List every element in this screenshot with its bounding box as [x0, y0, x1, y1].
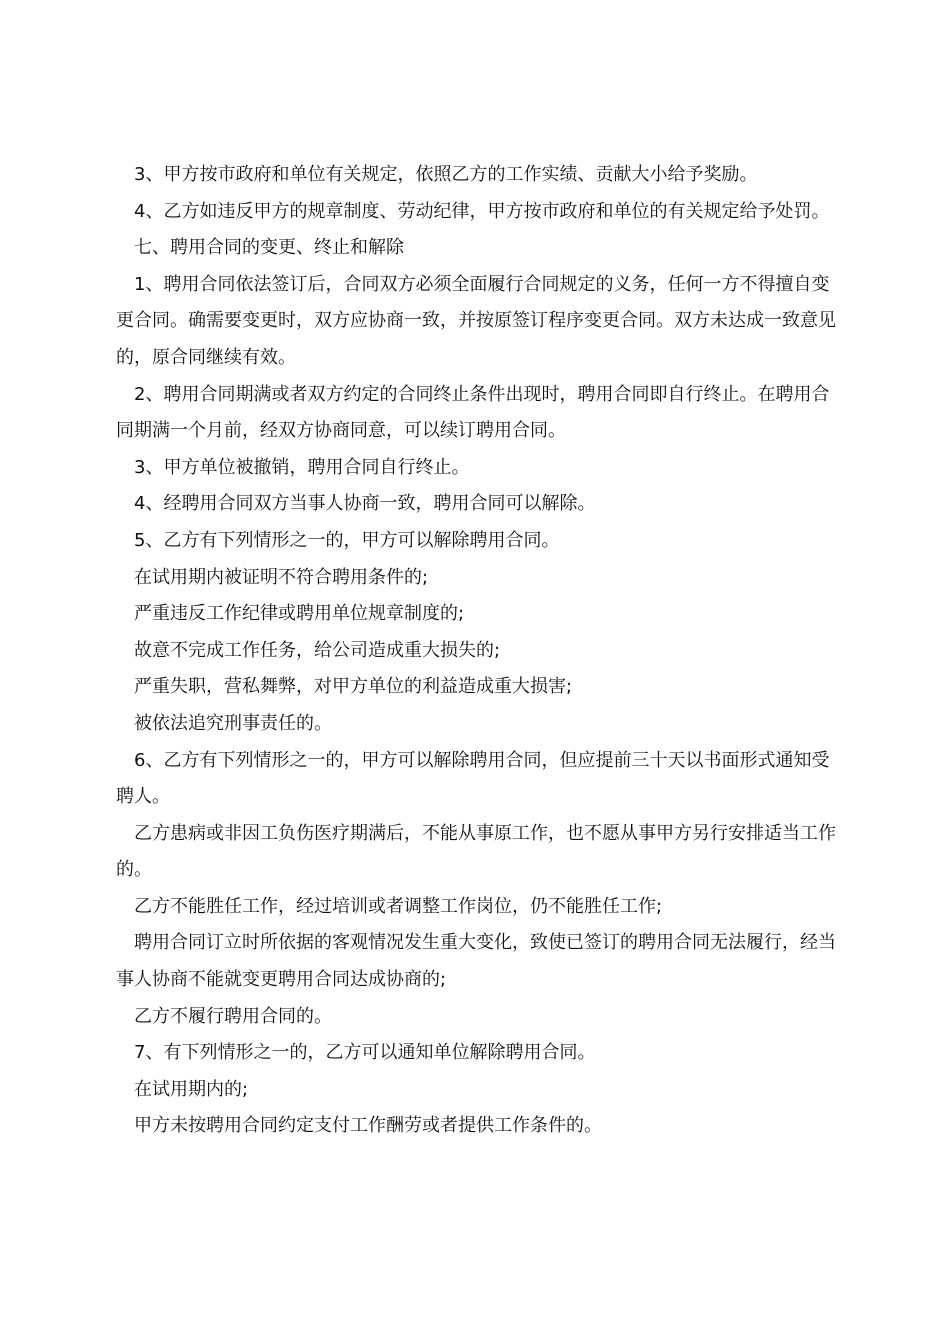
list-item: 乙方不履行聘用合同的。	[134, 1005, 332, 1027]
paragraph: 5、乙方有下列情形之一的，甲方可以解除聘用合同。	[134, 529, 560, 551]
list-item: 在试用期内被证明不符合聘用条件的;	[134, 566, 429, 588]
paragraph: 4、经聘用合同双方当事人协商一致，聘用合同可以解除。	[134, 493, 596, 515]
list-item: 被依法追究刑事责任的。	[134, 712, 332, 734]
list-item: 甲方未按聘用合同约定支付工作酬劳或者提供工作条件的。	[134, 1115, 602, 1137]
list-item: 严重失职，营私舞弊，对甲方单位的利益造成重大损害;	[134, 676, 573, 698]
paragraph: 3、甲方单位被撤销，聘用合同自行终止。	[134, 456, 470, 478]
list-item: 聘用合同订立时所依据的客观情况发生重大变化，致使已签订的聘用合同无法履行，经当事人协商不能就变更聘用合同达成协商的;	[116, 932, 836, 991]
list-item: 故意不完成工作任务，给公司造成重大损失的;	[134, 639, 501, 661]
section-heading: 七、聘用合同的变更、终止和解除	[134, 237, 404, 259]
paragraph: 1、聘用合同依法签订后，合同双方必须全面履行合同规定的义务，任何一方不得擅自变更合同。确需要变更时，双方应协商一致，并按原签订程序变更合同。双方未达成一致意见的，原合同继续有效。	[116, 273, 836, 368]
list-item: 在试用期内的;	[134, 1078, 249, 1100]
list-item: 乙方不能胜任工作，经过培训或者调整工作岗位，仍不能胜任工作;	[134, 895, 663, 917]
list-item: 乙方患病或非因工负伤医疗期满后，不能从事原工作，也不愿从事甲方另行安排适当工作的。	[116, 822, 836, 881]
paragraph: 3、甲方按市政府和单位有关规定，依照乙方的工作实绩、贡献大小给予奖励。	[134, 164, 758, 185]
paragraph: 2、聘用合同期满或者双方约定的合同终止条件出现时，聘用合同即自行终止。在聘用合同期满一个月前，经双方协商同意，可以续订聘用合同。	[116, 383, 830, 442]
paragraph: 7、有下列情形之一的，乙方可以通知单位解除聘用合同。	[134, 1042, 596, 1064]
paragraph: 4、乙方如违反甲方的规章制度、劳动纪律，甲方按市政府和单位的有关规定给予处罚。	[134, 200, 830, 222]
paragraph: 6、乙方有下列情形之一的，甲方可以解除聘用合同，但应提前三十天以书面形式通知受聘人。	[116, 749, 830, 808]
document-body	[116, 157, 846, 1145]
list-item: 严重违反工作纪律或聘用单位规章制度的;	[134, 603, 465, 625]
